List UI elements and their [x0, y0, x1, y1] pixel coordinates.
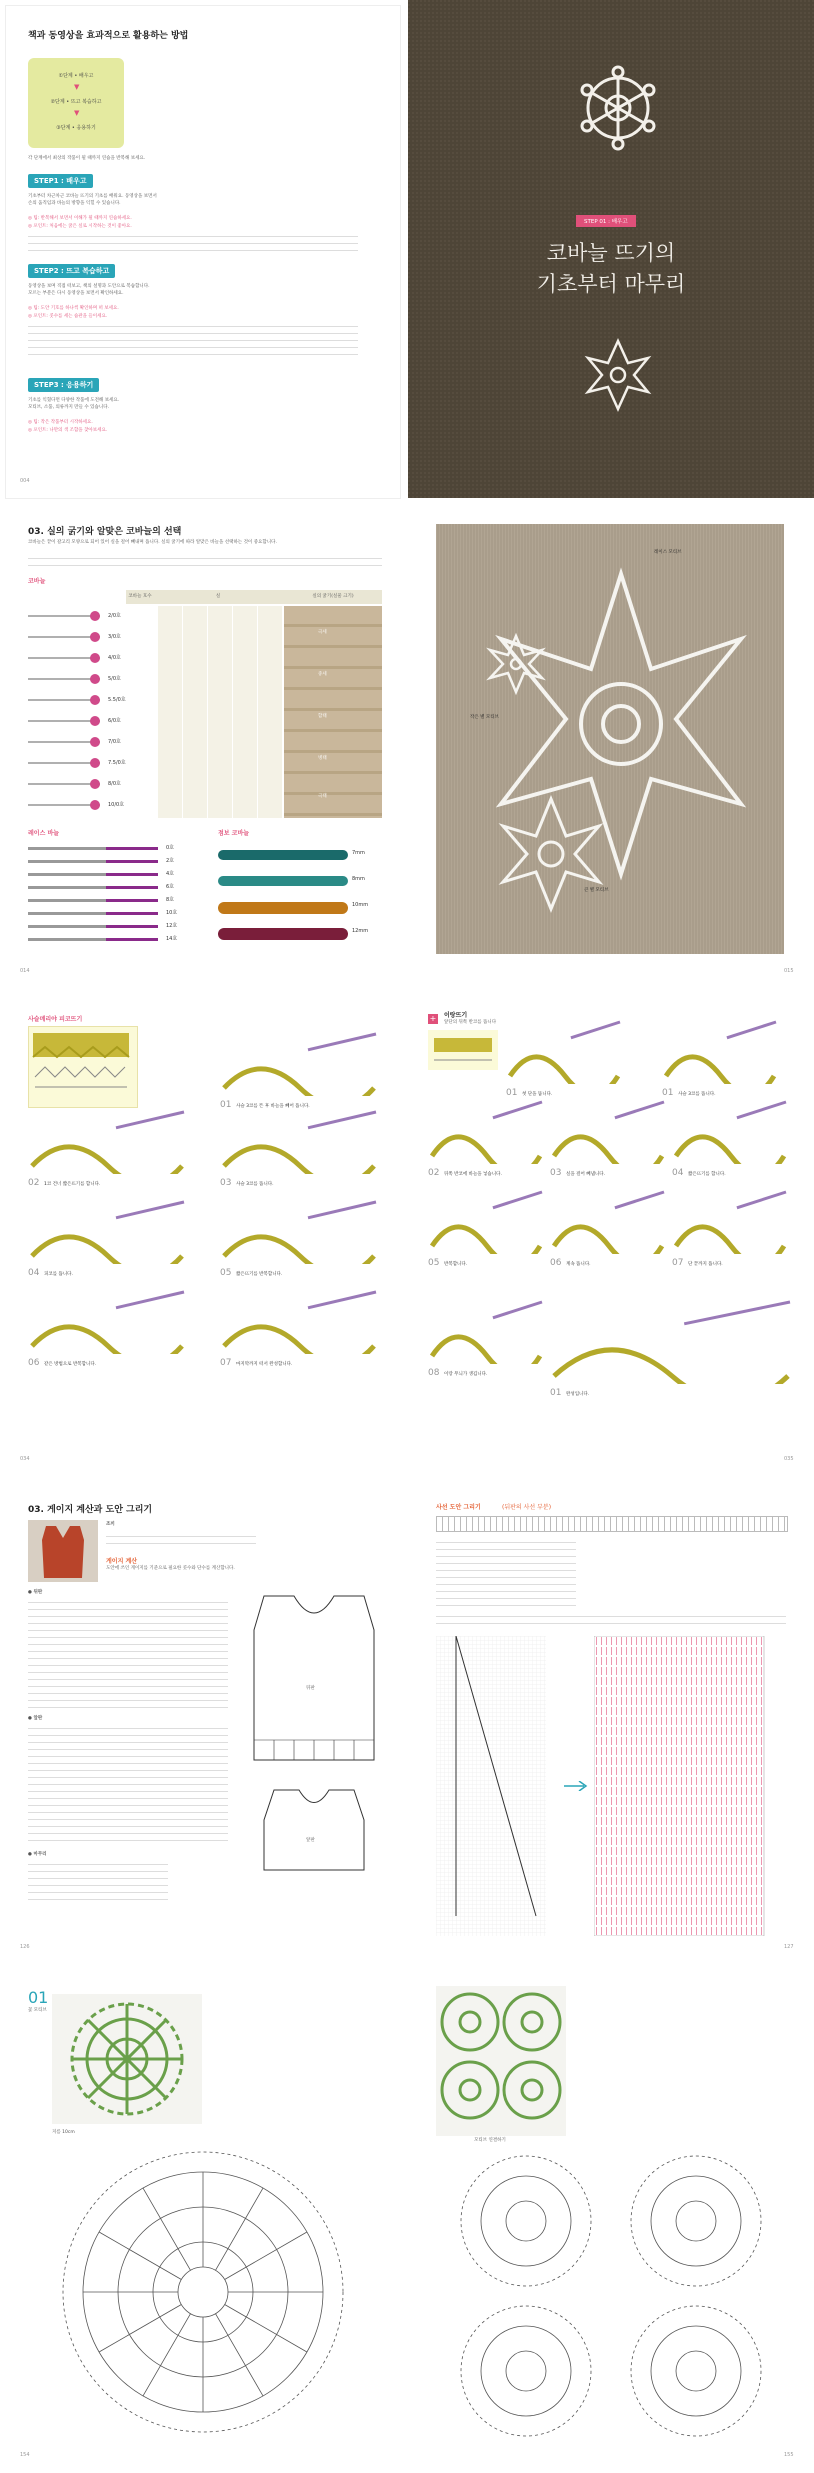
step-cell: [428, 1298, 546, 1378]
jumbo-size-label: 7mm: [352, 850, 365, 856]
page-127: [414, 1486, 808, 1956]
flow-step-2: ②단계 • 뜨고 복습하고: [50, 99, 102, 105]
crochet-hook-icon: [493, 1102, 542, 1118]
step-text: 1코 건너 짧은뜨기를 합니다.: [44, 1182, 101, 1187]
steel-size-label: 14호: [166, 936, 178, 942]
vest-photo: [28, 1520, 98, 1582]
hook-row: [28, 795, 156, 815]
step-number: 05: [428, 1258, 440, 1268]
steel-size-label: 0호: [166, 845, 175, 851]
step3-note: ◎ 포인트: 나만의 색 조합을 찾아보세요.: [28, 428, 108, 433]
page-005-cover: [408, 0, 814, 498]
hook-size-label: 7.5/0호: [108, 760, 126, 766]
step-text: 이랑 무늬가 생깁니다.: [444, 1372, 488, 1377]
step-number: 01: [662, 1088, 674, 1098]
page-126: [6, 1486, 400, 1956]
page-title: 책과 동영상을 효과적으로 활용하는 방법: [28, 31, 189, 41]
page-number: 126: [20, 1944, 30, 1950]
photo-label: 큰 별 모티브: [584, 888, 609, 893]
section-title: 03. 게이지 계산과 도안 그리기: [28, 1505, 153, 1515]
steel-size-label: 6호: [166, 884, 175, 890]
hook-row: [28, 711, 156, 731]
step-text: 사슬 3코를 뜹니다.: [678, 1092, 716, 1097]
page-number: 155: [784, 2452, 794, 2458]
step-text: 짧은뜨기를 합니다.: [688, 1172, 726, 1177]
page-number: 035: [784, 1456, 794, 1462]
step-number: 06: [550, 1258, 562, 1268]
hook-handle: [90, 653, 100, 663]
text-lines: [28, 1598, 228, 1708]
crochet-hook-icon: [308, 1112, 376, 1128]
step-text: 단 끝까지 뜹니다.: [688, 1262, 723, 1267]
cover-title-line2: 기초부터 마무리: [536, 272, 686, 296]
crochet-hook-icon: [308, 1034, 376, 1050]
stitch-illustration: [220, 1288, 380, 1354]
hook-size-label: 6/0호: [108, 718, 121, 724]
step-number: 01: [506, 1088, 518, 1098]
hook-size-label: 2/0호: [108, 613, 121, 619]
hook-handle: [90, 674, 100, 684]
joined-motifs-chart: [436, 2146, 786, 2446]
arrow-right-icon: [564, 1781, 588, 1791]
steel-size-label: 4호: [166, 871, 175, 877]
step2-badge: STEP2 : 뜨고 복습하고: [28, 264, 115, 278]
steps-grid: [414, 998, 808, 1468]
step-number: 04: [672, 1168, 684, 1178]
hook-handle: [90, 779, 100, 789]
steel-size-label: 2호: [166, 858, 175, 864]
section-subtitle: (뒤판의 사선 부분): [502, 1504, 552, 1511]
photo-caption: 조끼: [106, 1522, 115, 1527]
stitch-illustration: [672, 1098, 790, 1164]
step-number: 03: [220, 1178, 232, 1188]
section-heading: ● 앞판: [28, 1716, 43, 1721]
hook-size-label: 4/0호: [108, 655, 121, 661]
steel-size-label: 10호: [166, 910, 178, 916]
flow-box: [28, 58, 124, 148]
steel-hook-icon: [28, 886, 158, 889]
step-number: 05: [220, 1268, 232, 1278]
step-text: 실을 걸어 빼냅니다.: [566, 1172, 606, 1177]
steel-hook-icon: [28, 899, 158, 902]
page-number: 127: [784, 1944, 794, 1950]
hook-row: [28, 774, 156, 794]
stitch-illustration: [428, 1298, 546, 1364]
step-number: 08: [428, 1368, 440, 1378]
arrow-down-icon: ▼: [74, 83, 80, 91]
page-number: 034: [20, 1456, 30, 1462]
step1-note: ◎ 팁: 반복해서 보면서 이해가 될 때까지 연습하세요.: [28, 216, 132, 221]
stitch-illustration: [672, 1188, 790, 1254]
jumbo-size-list: [352, 846, 382, 956]
hook-size-label: 3/0호: [108, 634, 121, 640]
intro-text: 코바늘은 끝이 갈고리 모양으로 되어 있어 실을 걸어 빼내며 뜹니다. 실의 굵기에 따라 알맞은 바늘을 선택하는 것이 중요합니다.: [28, 540, 277, 545]
crochet-hook-icon: [493, 1192, 542, 1208]
step-number: 02: [28, 1178, 40, 1188]
hook-row: [28, 690, 156, 710]
yarn-sample-column: [284, 606, 382, 818]
yarn-row-label: 병태: [318, 756, 327, 761]
hook-row: [28, 669, 156, 689]
hook-size-label: 5/0호: [108, 676, 121, 682]
hook-row: [28, 753, 156, 773]
stitch-illustration: [428, 1098, 546, 1164]
text-lines: [28, 1724, 228, 1844]
step-cell: [550, 1098, 668, 1178]
steel-hook-label: 레이스 바늘: [28, 830, 60, 837]
photo-label: 레이스 모티브: [654, 550, 682, 555]
step-cell: [672, 1188, 790, 1268]
stitch-illustration: [28, 1198, 188, 1264]
step1-note: ◎ 포인트: 처음에는 굵은 실로 시작하는 것이 좋아요.: [28, 224, 132, 229]
step-number: 07: [672, 1258, 684, 1268]
yarn-row-label: 합태: [318, 714, 327, 719]
steel-size-label: 8호: [166, 897, 175, 903]
motif-number: 01: [28, 1988, 49, 2007]
jumbo-size-label: 10mm: [352, 902, 369, 908]
steel-hook-icon: [28, 873, 158, 876]
page-034: [6, 998, 400, 1468]
stitch-illustration: [428, 1188, 546, 1254]
step-number: 01: [220, 1100, 232, 1110]
hook-size-label: 10/0호: [108, 802, 125, 808]
step-text: 첫 단을 뜹니다.: [522, 1092, 553, 1097]
hook-size-label: 7/0호: [108, 739, 121, 745]
step2-line: 모르는 부분은 다시 동영상을 보면서 확인하세요.: [28, 291, 124, 296]
intro-text: 각 단계에서 최상의 작품이 될 때까지 연습을 반복해 보세요.: [28, 156, 146, 161]
stitch-illustration: [220, 1030, 380, 1096]
arrow-down-icon: ▼: [74, 109, 80, 117]
steel-hook-icon: [28, 912, 158, 915]
step-cell: [428, 1098, 546, 1178]
step-cell: [506, 1018, 624, 1098]
jumbo-hook-label: 점보 코바늘: [218, 830, 250, 837]
crochet-hook-icon: [308, 1202, 376, 1218]
calc-label: 게이지 계산: [106, 1558, 138, 1565]
crochet-hook-icon: [737, 1102, 786, 1118]
step-text: 뒤쪽 반코에 바늘을 넣습니다.: [444, 1172, 502, 1177]
step-text: 완성입니다.: [566, 1392, 590, 1397]
step-number: 02: [428, 1168, 440, 1178]
cover-badge: STEP 01 : 배우고: [576, 215, 636, 227]
page-number: 014: [20, 968, 30, 974]
yarn-row-label: 중세: [318, 672, 327, 677]
text-lines: [106, 1532, 256, 1550]
table-header-col: 실의 굵기(실물 크기): [312, 594, 354, 599]
step-text: 사슬 3코를 뜬 후 바늘을 빼어 뜹니다.: [236, 1104, 310, 1109]
hook-list: [28, 606, 156, 818]
step-cell: [672, 1098, 790, 1178]
page-number: 154: [20, 2452, 30, 2458]
crochet-hook-icon: [737, 1192, 786, 1208]
step1-line: 기초부터 차근차근 코바늘 뜨기의 기초를 배워요. 동영상을 보면서: [28, 194, 157, 199]
table-header-col: 코바늘 호수: [128, 594, 152, 599]
step-text: 같은 방법으로 반복합니다.: [44, 1362, 97, 1367]
hook-handle: [90, 632, 100, 642]
steel-hook-list: [28, 842, 208, 952]
part-label: 앞판: [306, 1838, 315, 1843]
section-subtitle: 앞단의 뒤쪽 반코를 뜹니다: [444, 1020, 497, 1025]
section-title: 사선 도안 그리기: [436, 1504, 481, 1511]
step-text: 피코를 뜹니다.: [44, 1272, 73, 1277]
steel-hook-icon: [28, 925, 158, 928]
yarn-row-label: 극태: [318, 794, 327, 799]
step-cell: [220, 1198, 380, 1278]
text-lines: [436, 1612, 786, 1626]
crochet-hook-icon: [116, 1112, 184, 1128]
crochet-hook-icon: [493, 1302, 542, 1318]
stitch-illustration: [220, 1198, 380, 1264]
text-lines: [28, 232, 358, 252]
steel-hook-icon: [28, 847, 158, 850]
step-cell: [220, 1030, 380, 1110]
stitch-illustration: [506, 1018, 624, 1084]
step3-note: ◎ 팁: 작은 작품부터 시작하세요.: [28, 420, 93, 425]
photo-label: 작은 별 모티브: [470, 715, 499, 720]
step3-line: 기초를 익혔다면 다양한 작품에 도전해 보세요.: [28, 398, 120, 403]
hook-handle: [90, 758, 100, 768]
step-number: 07: [220, 1358, 232, 1368]
step-cell: [28, 1288, 188, 1368]
hook-size-label: 8/0호: [108, 781, 121, 787]
hook-row: [28, 606, 156, 626]
flower-chart-diagram: [38, 2142, 368, 2442]
step1-badge: STEP1 : 배우고: [28, 174, 93, 188]
crochet-hook-icon: [684, 1302, 790, 1324]
section-heading: ● 마무리: [28, 1852, 47, 1857]
jumbo-size-label: 8mm: [352, 876, 365, 882]
page-155: [414, 1974, 808, 2464]
step-cell: [28, 1198, 188, 1278]
step-text: 마지막까지 떠서 완성합니다.: [236, 1362, 293, 1367]
step2-note: ◎ 포인트: 콧수를 세는 습관을 들이세요.: [28, 314, 108, 319]
flow-step-1: ①단계 • 배우고: [58, 73, 94, 79]
motif-caption: 모티브 연결하기: [474, 2138, 506, 2143]
hook-handle: [90, 716, 100, 726]
step-cell: [550, 1188, 668, 1268]
crochet-hook-icon: [308, 1292, 376, 1308]
step-cell: [220, 1108, 380, 1188]
crochet-hook-icon: [615, 1192, 664, 1208]
table-header-col: 실: [215, 594, 221, 599]
page-154: [6, 1974, 400, 2464]
step3-badge: STEP3 : 응용하기: [28, 378, 99, 392]
crochet-hook-icon: [615, 1102, 664, 1118]
hook-handle: [90, 611, 100, 621]
grid-lines: [158, 606, 282, 818]
section-heading: ● 뒤판: [28, 1590, 43, 1595]
text-lines: [28, 1860, 168, 1900]
step1-line: 손의 움직임과 바늘의 방향을 익힐 수 있습니다.: [28, 201, 121, 206]
yarn-row-label: 극세: [318, 630, 327, 635]
crochet-hook-icon: [116, 1202, 184, 1218]
slope-diagram: [436, 1636, 556, 1936]
stitch-illustration: [28, 1108, 188, 1174]
steel-hook-icon: [28, 938, 158, 941]
cover-title-line1: 코바늘 뜨기의: [546, 241, 676, 265]
step-number: 01: [550, 1388, 562, 1398]
page-number: 004: [20, 478, 30, 484]
page-014: [6, 510, 400, 980]
motif-subtitle: 꽃 모티브: [28, 2008, 47, 2013]
hook-label: 코바늘: [28, 578, 46, 585]
step2-line: 동영상을 보며 직접 떠보고, 책의 설명과 도안으로 복습합니다.: [28, 284, 150, 289]
text-lines: [436, 1538, 576, 1608]
crochet-hook-icon: [571, 1022, 620, 1038]
joined-motifs-photo: [436, 1986, 566, 2136]
hook-row: [28, 627, 156, 647]
step-cell: [28, 1108, 188, 1188]
page-004: [6, 6, 400, 498]
crochet-hook-icon: [727, 1022, 776, 1038]
step-cell: [662, 1018, 780, 1098]
hook-handle: [90, 695, 100, 705]
text-lines: [28, 322, 358, 356]
step3-line: 모티브, 소품, 의류까지 만들 수 있습니다.: [28, 405, 109, 410]
stitch-illustration: [550, 1098, 668, 1164]
stitch-chart: [594, 1636, 784, 1936]
step-text: 계속 뜹니다.: [566, 1262, 591, 1267]
crochet-hook-icon: [116, 1292, 184, 1308]
calc-text: 도안에 쓰인 게이지를 기준으로 필요한 콧수와 단수를 계산합니다.: [106, 1566, 235, 1571]
motif-caption: 지름 10cm: [52, 2130, 75, 2135]
step-cell: [220, 1288, 380, 1368]
hook-size-label: 5.5/0호: [108, 697, 126, 703]
step-cell: [428, 1188, 546, 1268]
steps-grid: [6, 998, 400, 1468]
stitch-illustration: [662, 1018, 780, 1084]
star-motif-photo: [436, 524, 784, 954]
flow-step-3: ③단계 • 응용하기: [56, 125, 96, 131]
hook-handle: [90, 737, 100, 747]
vest-pattern-diagram: [234, 1590, 394, 1880]
page-035: [414, 998, 808, 1468]
hook-size-table: [28, 590, 382, 818]
stitch-illustration: [220, 1108, 380, 1174]
step2-note: ◎ 팁: 도안 기호를 하나씩 확인하며 떠 보세요.: [28, 306, 119, 311]
step-text: 짧은뜨기를 반복합니다.: [236, 1272, 283, 1277]
text-lines: [28, 554, 382, 568]
page-number: 015: [784, 968, 794, 974]
step-number: 03: [550, 1168, 562, 1178]
steel-size-label: 12호: [166, 923, 178, 929]
step-cell: [550, 1298, 794, 1398]
step-text: 사슬 3코를 뜹니다.: [236, 1182, 274, 1187]
steel-hook-icon: [28, 860, 158, 863]
flower-motif-photo: [52, 1994, 202, 2124]
stitch-illustration: [550, 1188, 668, 1254]
section-badge: +: [429, 1014, 437, 1023]
page-015: [414, 510, 808, 980]
hook-handle: [90, 800, 100, 810]
section-title: 사슬메리야 피코뜨기: [28, 1016, 83, 1023]
jumbo-size-label: 12mm: [352, 928, 369, 934]
section-title: 이랑뜨기: [444, 1012, 468, 1019]
hook-row: [28, 732, 156, 752]
ruler-grid: [436, 1516, 788, 1532]
part-label: 뒤판: [306, 1686, 315, 1691]
stitch-illustration: [28, 1288, 188, 1354]
step-number: 04: [28, 1268, 40, 1278]
step-number: 06: [28, 1358, 40, 1368]
section-title: 03. 실의 굵기와 알맞은 코바늘의 선택: [28, 527, 182, 537]
stitch-illustration: [550, 1298, 794, 1384]
step-text: 반복합니다.: [444, 1262, 468, 1267]
hook-row: [28, 648, 156, 668]
